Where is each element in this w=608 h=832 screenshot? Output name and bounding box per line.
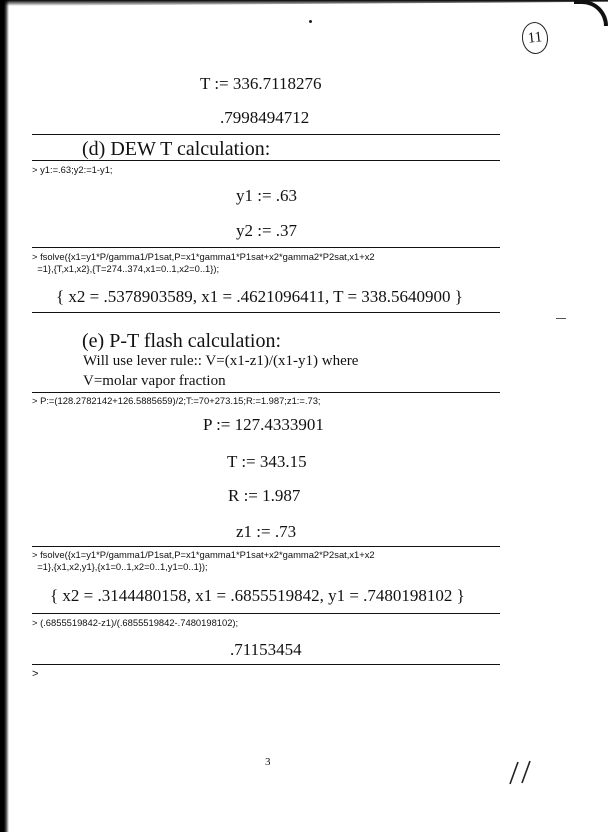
margin-mark xyxy=(556,318,566,319)
section-divider xyxy=(32,134,500,135)
handwritten-page-mark xyxy=(520,21,549,56)
input-prompt[interactable]: > xyxy=(32,668,39,680)
section-divider xyxy=(32,312,500,313)
page-number: 3 xyxy=(265,756,271,768)
command-y-inputs[interactable]: > y1:=.63;y2:=1-y1; xyxy=(32,164,113,175)
cell-divider xyxy=(32,247,500,248)
cell-divider xyxy=(32,613,500,614)
output-lever-result: .71153454 xyxy=(230,640,302,659)
note-vapor-fraction: V=molar vapor fraction xyxy=(83,373,226,389)
output-flash-solution: { x2 = .3144480158, x1 = .6855519842, y1 = .7480198102 } xyxy=(50,586,465,605)
output-z1: z1 := .73 xyxy=(236,522,297,541)
cell-divider xyxy=(32,546,500,547)
note-lever-rule: Will use lever rule:: V=(x1-z1)/(x1-y1) where xyxy=(83,353,359,369)
command-lever-rule[interactable]: > (.6855519842-z1)/(.6855519842-.7480198102); xyxy=(32,617,239,628)
output-P: P := 127.4333901 xyxy=(203,415,324,434)
cell-divider xyxy=(32,160,500,161)
output-value-first: .7998494712 xyxy=(220,108,310,127)
scan-corner-right xyxy=(574,0,608,26)
heading-dew-t: (d) DEW T calculation: xyxy=(82,138,271,160)
heading-pt-flash: (e) P-T flash calculation: xyxy=(82,330,282,352)
scan-edge-left xyxy=(0,0,9,832)
command-flash-params[interactable]: > P:=(128.2782142+126.5885659)/2;T:=70+273.15;R:=1.987;z1:=.73; xyxy=(32,395,321,406)
command-fsolve-dew-line2[interactable]: =1},{T,x1,x2},{T=274..374,x1=0..1,x2=0..1}); xyxy=(32,263,220,274)
output-y1: y1 := .63 xyxy=(236,186,298,205)
cell-divider xyxy=(32,664,500,665)
output-dew-solution: { x2 = .5378903589, x1 = .4621096411, T = 338.5640900 } xyxy=(56,287,463,306)
cell-divider xyxy=(32,392,500,393)
scan-speck xyxy=(309,20,312,23)
command-fsolve-dew-line1[interactable]: > fsolve({x1=y1*P/gamma1/P1sat,P=x1*gamma1*P1sat+x2*gamma2*P2sat,x1+x2 xyxy=(32,251,375,262)
output-y2: y2 := .37 xyxy=(236,221,298,240)
command-fsolve-flash-line2[interactable]: =1},{x1,x2,y1},{x1=0..1,x2=0..1,y1=0..1}); xyxy=(32,561,208,572)
output-T: T := 343.15 xyxy=(227,452,307,471)
page-mark-text: 11 xyxy=(526,28,543,47)
handwritten-slashes xyxy=(508,758,538,786)
output-R: R := 1.987 xyxy=(228,486,301,505)
command-fsolve-flash-line1[interactable]: > fsolve({x1=y1*P/gamma1/P1sat,P=x1*gamma1*P1sat+x2*gamma2*P2sat,x1+x2 xyxy=(32,549,375,560)
scan-edge-top xyxy=(0,0,608,6)
output-T-first: T := 336.7118276 xyxy=(200,74,322,93)
